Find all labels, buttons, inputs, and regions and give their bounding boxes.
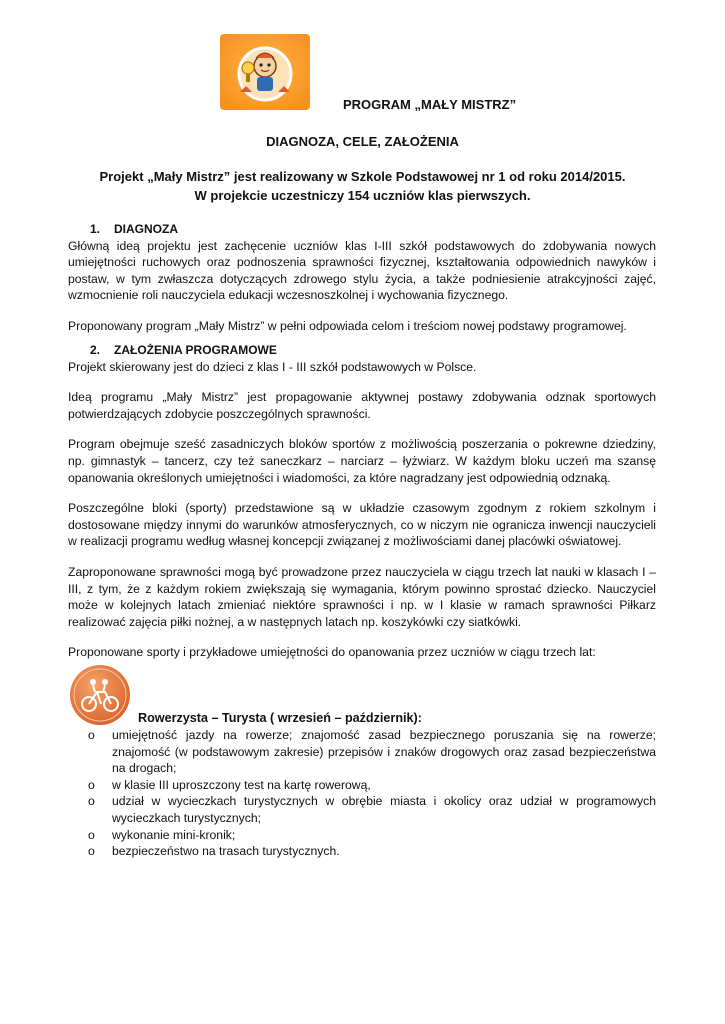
sport-block-title: Rowerzysta – Turysta ( wrzesień – październik): xyxy=(138,711,422,725)
section-2-paragraph-1: Projekt skierowany jest do dzieci z klas I - III szkół podstawowych w Polsce. xyxy=(68,359,477,374)
program-title: PROGRAM „MAŁY MISTRZ” xyxy=(343,97,517,112)
section-1-number: 1. xyxy=(90,222,101,236)
intro-heading xyxy=(0,167,725,205)
document-subtitle: DIAGNOZA, CELE, ZAŁOŻENIA xyxy=(266,134,459,149)
bullet-marker: o xyxy=(88,777,95,792)
section-1 xyxy=(68,221,656,335)
bullet-marker: o xyxy=(88,827,95,842)
section-2-paragraph-2: Ideą programu „Mały Mistrz” jest propagowanie aktywnej postawy zdobywania odznak sportowych potwierdzających zdobycie poszczególnych sprawności. xyxy=(68,390,656,421)
section-2 xyxy=(68,342,656,661)
section-2-title: ZAŁOŻENIA PROGRAMOWE xyxy=(114,343,277,357)
list-item: o udział w wycieczkach turystycznych w obrębie miasta i okolicy oraz udział w programowych wycieczkach turystycznych; xyxy=(88,794,656,825)
bullet-marker: o xyxy=(88,728,95,742)
list-item: o umiejętność jazdy na rowerze; znajomość zasad bezpiecznego poruszania się na rowerze; znajomość (w podstawowym zakresie) przepisów i znaków drogowych oraz zasad bezpieczeństwa na drogach; xyxy=(88,728,656,776)
section-1-title: DIAGNOZA xyxy=(114,222,178,236)
section-1-paragraph-1: Główną ideą projektu jest zachęcenie uczniów klas I-III szkół podstawowych do zdobywania nowych umiejętności ruchowych oraz podnoszenia sprawności fizycznej, kształtowania odpowiednich nawyków i postaw, w tym zwłaszcza dotyczących zdrowego stylu życia, a także podniesienie atrakcyjności zajęć, wzmocnienie roli nauczyciela edukacji wczesnoszkolnej i wychowania fizycznego. xyxy=(68,238,656,303)
cyclist-badge-icon xyxy=(69,664,131,726)
section-1-paragraph-2: Proponowany program „Mały Mistrz” w pełni odpowiada celom i treściom nowej podstawy programowej. xyxy=(68,318,627,333)
list-item: o bezpieczeństwo na trasach turystycznych. xyxy=(88,844,340,859)
bullet-marker: o xyxy=(88,794,95,809)
section-2-heading xyxy=(68,342,656,359)
skills-list xyxy=(88,727,656,860)
section-2-paragraph-4: Poszczególne bloki (sporty) przedstawione są w układzie czasowym zgodnym z rokiem szkolnym i dostosowane między innymi do warunków atmosferycznych, co w niczym nie ogranicza inwencji nauczycieli w realizacji programu według własnej koncepcji związanej z możliwościami danej placówki oświatowej. xyxy=(68,501,656,549)
list-item: o w klasie III uproszczony test na kartę rowerową, xyxy=(88,777,371,792)
intro-line-1: Projekt „Mały Mistrz” jest realizowany w Szkole Podstawowej nr 1 od roku 2014/2015. xyxy=(99,169,626,184)
section-2-number: 2. xyxy=(90,343,101,357)
maly-mistrz-logo-icon xyxy=(220,34,310,110)
section-1-heading xyxy=(68,221,656,238)
list-item: o wykonanie mini-kronik; xyxy=(88,827,236,842)
bullet-marker: o xyxy=(88,844,95,859)
section-2-paragraph-5: Zaproponowane sprawności mogą być prowadzone przez nauczyciela w ciągu trzech lat nauki w klasach I – III, z tym, że z każdym rokiem zwiększają się wymagania, którym powinno sprostać dziecko. Nauczyciel może w kolejnych latach zmieniać niektóre sprawności i np. w I klasie w ramach sprawności Piłkarz realizować zajęcia piłki nożnej, a w następnych latach np. koszykówki czy siatkówki. xyxy=(68,564,656,629)
section-2-paragraph-6: Proponowane sporty i przykładowe umiejętności do opanowania przez uczniów w ciągu trzech lat: xyxy=(68,645,596,660)
intro-line-2: W projekcie uczestniczy 154 uczniów klas pierwszych. xyxy=(194,188,531,203)
section-2-paragraph-3: Program obejmuje sześć zasadniczych bloków sportów z możliwością poszerzania o pokrewne dziedziny, np. gimnastyk – tancerz, czy też saneczkarz – narciarz – łyżwiarz. W każdym bloku uczeń ma szansę opanowania określonych umiejętności i wiadomości, za które nagradzany jest odpowiednią odznaką. xyxy=(68,437,656,485)
